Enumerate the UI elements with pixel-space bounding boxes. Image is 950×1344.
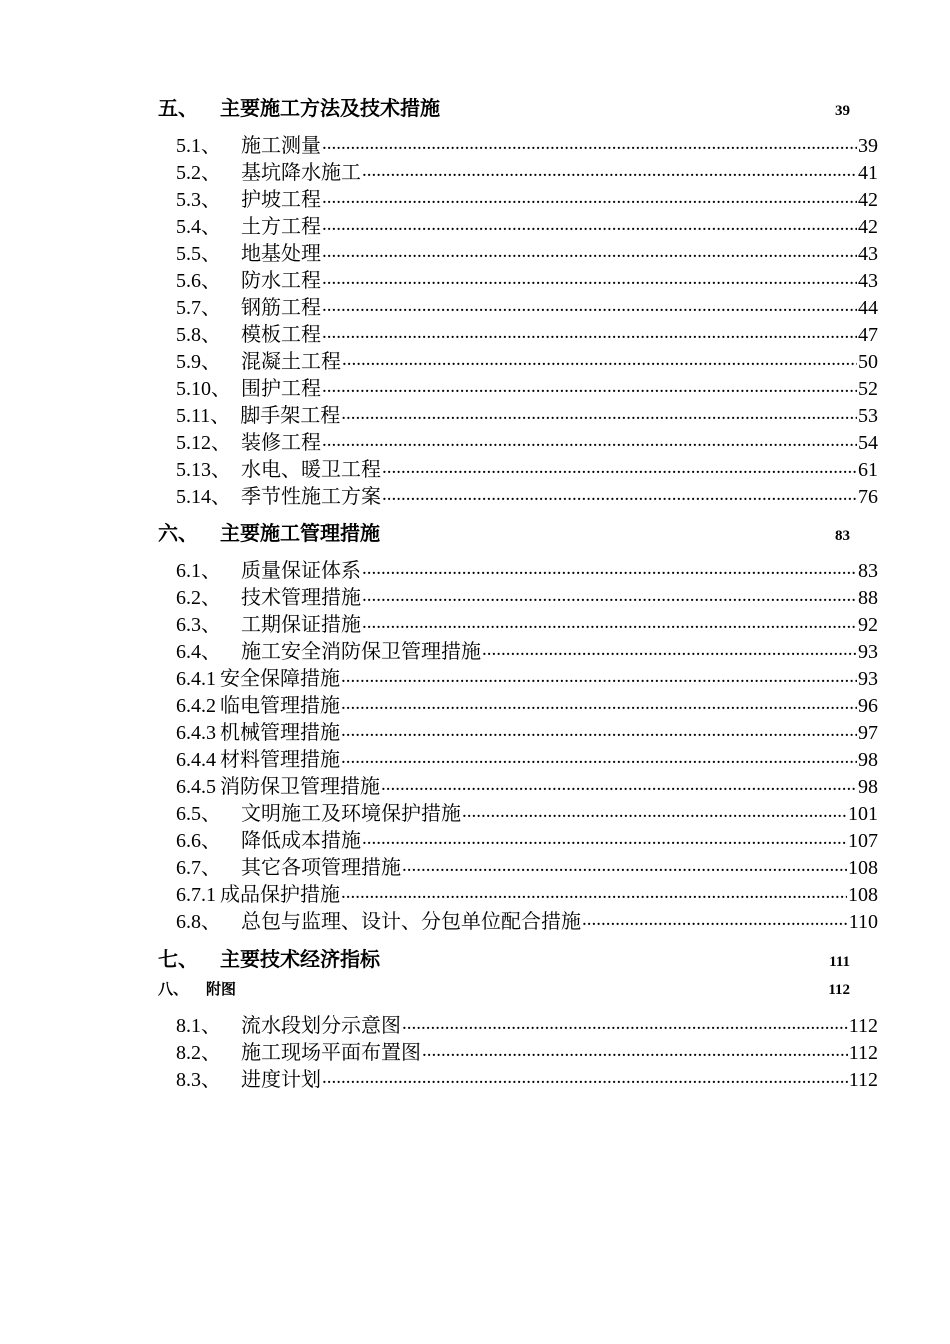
toc-entry[interactable]	[176, 399, 878, 428]
toc-number: 6.7、	[176, 857, 221, 879]
toc-entry[interactable]	[176, 716, 878, 745]
toc-leader	[322, 1066, 848, 1086]
toc-title: 水电、暖卫工程	[241, 459, 381, 481]
toc-number: 6.4.4	[176, 749, 216, 771]
toc-page-number: 112	[848, 1042, 878, 1064]
toc-leader	[322, 267, 857, 287]
toc-number: 五、	[158, 98, 198, 120]
toc-page-number: 42	[858, 216, 878, 238]
toc-page-number: 97	[858, 722, 878, 744]
toc-number: 5.3、	[176, 189, 221, 211]
toc-title: 护坡工程	[241, 189, 321, 211]
toc-number: 6.1、	[176, 560, 221, 582]
toc-page-number: 41	[858, 162, 878, 184]
toc-leader	[322, 321, 857, 341]
toc-entry[interactable]	[176, 851, 878, 880]
toc-number: 5.1、	[176, 135, 221, 157]
toc-entry[interactable]	[176, 156, 878, 185]
toc-leader	[382, 456, 857, 476]
toc-page-number: 112	[848, 1069, 878, 1091]
toc-number: 8.3、	[176, 1069, 221, 1091]
toc-page-number: 42	[858, 189, 878, 211]
toc-leader	[341, 746, 857, 766]
toc-leader	[422, 1039, 848, 1059]
toc-page-number: 88	[858, 587, 878, 609]
toc-entry[interactable]	[176, 237, 878, 266]
toc-leader	[362, 159, 857, 179]
toc-title: 成品保护措施	[220, 884, 340, 906]
toc-title: 主要施工方法及技术措施	[220, 98, 440, 120]
toc-number: 5.14、	[176, 486, 231, 508]
toc-number: 5.7、	[176, 297, 221, 319]
toc-leader	[402, 1012, 848, 1032]
toc-page-number: 108	[848, 884, 878, 906]
toc-entry[interactable]	[176, 554, 878, 583]
toc-leader	[322, 240, 857, 260]
toc-title: 主要技术经济指标	[220, 949, 380, 971]
toc-leader	[342, 348, 857, 368]
toc-title: 土方工程	[241, 216, 321, 238]
toc-entry[interactable]	[176, 635, 878, 664]
toc-entry[interactable]	[176, 662, 878, 691]
toc-entry[interactable]	[176, 797, 878, 826]
toc-entry[interactable]	[176, 743, 878, 772]
toc-leader	[362, 611, 857, 631]
toc-number: 6.3、	[176, 614, 221, 636]
toc-title: 地基处理	[241, 243, 321, 265]
toc-entry[interactable]	[176, 372, 878, 401]
toc-page-number: 110	[848, 911, 878, 933]
toc-title: 施工测量	[241, 135, 321, 157]
toc-entry[interactable]	[176, 1036, 878, 1065]
toc-page-number: 61	[858, 459, 878, 481]
toc-heading[interactable]	[158, 978, 850, 999]
toc-number: 8.2、	[176, 1042, 221, 1064]
toc-page-number: 76	[858, 486, 878, 508]
toc-page-number: 44	[858, 297, 878, 319]
toc-title: 工期保证措施	[241, 614, 361, 636]
toc-leader	[362, 584, 857, 604]
toc-number: 6.4.1	[176, 668, 216, 690]
toc-heading[interactable]	[158, 92, 850, 121]
toc-title: 其它各项管理措施	[241, 857, 401, 879]
toc-page-number: 54	[858, 432, 878, 454]
toc-page-number: 101	[848, 803, 878, 825]
toc-page-number: 107	[848, 830, 878, 852]
toc-leader	[322, 294, 857, 314]
toc-entry[interactable]	[176, 345, 878, 374]
toc-page-number: 83	[858, 560, 878, 582]
toc-entry[interactable]	[176, 183, 878, 212]
toc-leader	[322, 429, 857, 449]
toc-page-number: 98	[858, 776, 878, 798]
toc-leader	[322, 186, 857, 206]
toc-leader	[341, 881, 847, 901]
toc-entry[interactable]	[176, 426, 878, 455]
toc-leader	[582, 908, 848, 928]
toc-number: 5.5、	[176, 243, 221, 265]
toc-number: 8.1、	[176, 1015, 221, 1037]
toc-number: 5.2、	[176, 162, 221, 184]
toc-page-number: 112	[828, 982, 850, 998]
toc-number: 5.4、	[176, 216, 221, 238]
toc-heading[interactable]	[158, 517, 850, 546]
toc-title: 机械管理措施	[220, 722, 340, 744]
toc-entry[interactable]	[176, 581, 878, 610]
toc-entry[interactable]	[176, 689, 878, 718]
toc-entry[interactable]	[176, 264, 878, 293]
toc-number: 5.12、	[176, 432, 231, 454]
toc-page-number: 112	[848, 1015, 878, 1037]
toc-page-number: 52	[858, 378, 878, 400]
toc-title: 基坑降水施工	[241, 162, 361, 184]
toc-entry[interactable]	[176, 824, 878, 853]
toc-entry[interactable]	[176, 318, 878, 347]
toc-leader	[341, 692, 857, 712]
toc-title: 施工现场平面布置图	[241, 1042, 421, 1064]
toc-number: 6.4、	[176, 641, 221, 663]
toc-page-number: 39	[835, 103, 850, 119]
toc-entry[interactable]	[176, 453, 878, 482]
toc-page-number: 92	[858, 614, 878, 636]
toc-leader	[381, 773, 857, 793]
toc-title: 临电管理措施	[220, 695, 340, 717]
toc-heading[interactable]	[158, 943, 850, 972]
toc-entry[interactable]	[176, 608, 878, 637]
toc-page-number: 50	[858, 351, 878, 373]
toc-page-number: 43	[858, 243, 878, 265]
toc-title: 文明施工及环境保护措施	[241, 803, 461, 825]
toc-page-number: 98	[858, 749, 878, 771]
toc-page-number: 53	[858, 405, 878, 427]
toc-leader	[482, 638, 857, 658]
toc-title: 消防保卫管理措施	[220, 776, 380, 798]
toc-title: 附图	[206, 982, 237, 998]
toc-title: 混凝土工程	[241, 351, 341, 373]
toc-entry[interactable]	[176, 1063, 878, 1092]
toc-leader	[322, 375, 857, 395]
toc-page-number: 96	[858, 695, 878, 717]
toc-entry[interactable]	[176, 878, 878, 907]
toc-page-number: 93	[858, 668, 878, 690]
toc-number: 七、	[158, 949, 198, 971]
toc-title: 进度计划	[241, 1069, 321, 1091]
toc-title: 质量保证体系	[241, 560, 361, 582]
toc-entry[interactable]	[176, 770, 878, 799]
toc-leader	[362, 827, 847, 847]
toc-number: 6.2、	[176, 587, 221, 609]
toc-title: 季节性施工方案	[241, 486, 381, 508]
toc-title: 流水段划分示意图	[241, 1015, 401, 1037]
toc-leader	[362, 557, 857, 577]
toc-title: 技术管理措施	[241, 587, 361, 609]
toc-entry[interactable]	[176, 129, 878, 158]
toc-title: 施工安全消防保卫管理措施	[241, 641, 481, 663]
toc-leader	[462, 800, 847, 820]
toc-title: 钢筋工程	[241, 297, 321, 319]
toc-entry[interactable]	[176, 1009, 878, 1038]
toc-leader	[382, 483, 857, 503]
toc-page-number: 108	[848, 857, 878, 879]
toc-title: 模板工程	[241, 324, 321, 346]
toc-title: 围护工程	[241, 378, 321, 400]
toc-page-number: 39	[858, 135, 878, 157]
toc-title: 总包与监理、设计、分包单位配合措施	[241, 911, 581, 933]
toc-title: 安全保障措施	[220, 668, 340, 690]
toc-title: 降低成本措施	[241, 830, 361, 852]
toc-entry[interactable]	[176, 905, 878, 934]
toc-leader	[341, 719, 857, 739]
toc-page-number: 93	[858, 641, 878, 663]
toc-page-number: 47	[858, 324, 878, 346]
toc-title: 脚手架工程	[240, 405, 341, 427]
toc-number: 6.5、	[176, 803, 221, 825]
toc-title: 装修工程	[241, 432, 321, 454]
toc-number: 6.7.1	[176, 884, 216, 906]
toc-page-number: 43	[858, 270, 878, 292]
toc-number: 6.8、	[176, 911, 221, 933]
toc-title: 主要施工管理措施	[220, 523, 380, 545]
toc-entry[interactable]	[176, 291, 878, 320]
toc-number: 5.9、	[176, 351, 221, 373]
toc-number: 5.13、	[176, 459, 231, 481]
toc-entry[interactable]	[176, 210, 878, 239]
toc-entry[interactable]	[176, 480, 878, 509]
toc-number: 5.6、	[176, 270, 221, 292]
toc-leader	[341, 402, 857, 422]
toc-leader	[402, 854, 847, 874]
toc-number: 5.11、	[176, 405, 231, 427]
toc-title: 材料管理措施	[220, 749, 340, 771]
toc-number: 5.10、	[176, 378, 231, 400]
toc-leader	[341, 665, 857, 685]
toc-number: 六、	[158, 523, 198, 545]
toc-number: 6.4.3	[176, 722, 216, 744]
toc-page-number: 111	[829, 954, 850, 970]
toc-number: 6.4.2	[176, 695, 216, 717]
toc-leader	[322, 132, 857, 152]
toc-number: 6.6、	[176, 830, 221, 852]
toc-number: 6.4.5	[176, 776, 216, 798]
toc-number: 5.8、	[176, 324, 221, 346]
toc-page-number: 83	[835, 528, 850, 544]
toc-title: 防水工程	[241, 270, 321, 292]
toc-leader	[322, 213, 857, 233]
toc-number: 八、	[158, 982, 189, 998]
